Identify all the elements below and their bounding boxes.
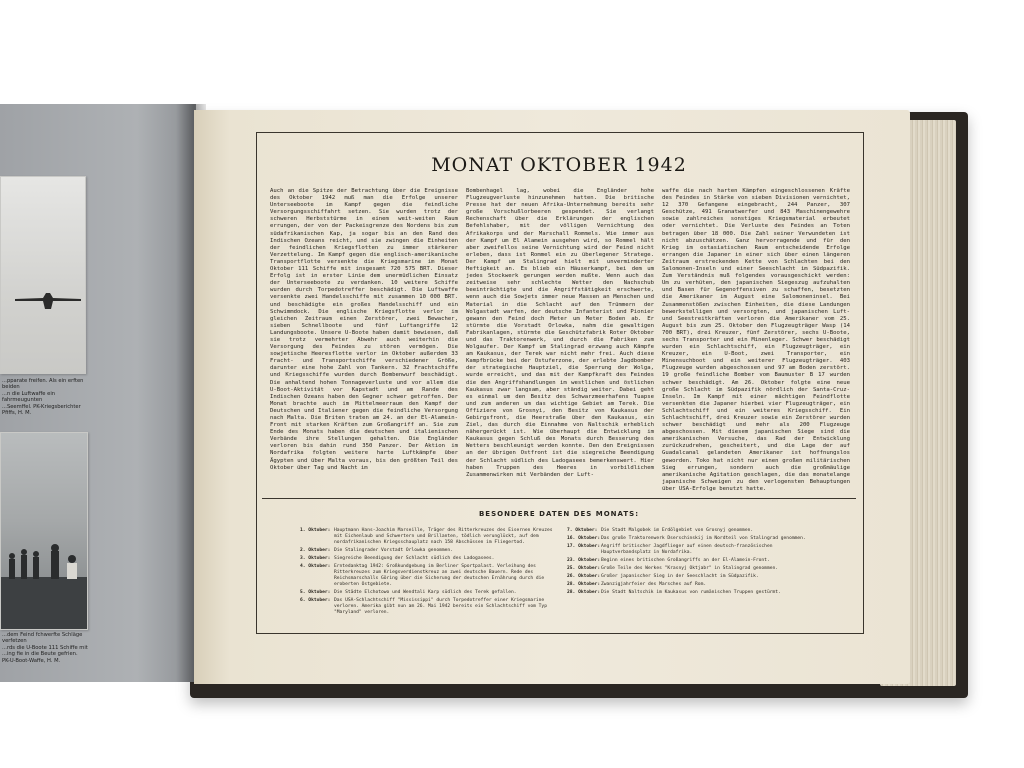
date-entry xyxy=(567,528,820,534)
date-text: Angriff britischer Jagdflieger auf einen deutsch-französischen Hauptverbandsplatz in Nordafrika. xyxy=(601,544,773,555)
aircraft-icon xyxy=(13,289,83,311)
aircraft-photo xyxy=(0,176,86,374)
date-text: Erntedanktag 1942: Großkundgebung im Berliner Sportpalast. Verleihung des Ritterkreuzes zum Kriegsverdienstkreuz an zwei deutsche Bauern. Rede des Reichsmarschalls Göring über die Sicherung der deutschen Ernährung durch die eroberten Ostgebiete. xyxy=(334,564,545,587)
date-entry xyxy=(567,536,820,542)
submarine-crew-photo xyxy=(0,432,88,630)
date-label: 28. Oktober: xyxy=(567,582,601,587)
photo-caption-bottom: ...dem Feind fchwerfte Schläge verfetzen ...rds die U-Boote 111 Schiffe mit ...ing fie in die Beute gefrien. PK-U-Boot-Waffe, H. M. xyxy=(2,632,88,664)
section-divider xyxy=(262,498,856,499)
date-entry xyxy=(300,564,553,588)
photo-caption-top: ...pparate freifen. Als ein erften beiden ...n die Luftwaffe ein fahrmeugunten ...Seemffel. PK-Kriegsberichter Pfiffs, H. M. xyxy=(2,378,84,417)
date-entry xyxy=(567,582,820,588)
date-text: Hauptmann Hans-Joachim Marseille, Träger des Ritterkreuzes des Eisernen Kreuzes mit Eichenlaub und Schwertern und Brillanten, tödlich verunglückt, auf dem nordafrikanischen Kriegsschauplatz nach 158 Abschüssen im Fliegertod. xyxy=(334,528,553,545)
date-text: Die Stalingrader Vorstadt Orlowka genommen. xyxy=(334,548,453,553)
date-entry xyxy=(300,598,553,616)
article-columns xyxy=(270,188,850,492)
date-label: 5. Oktober: xyxy=(300,590,331,595)
dates-column-right xyxy=(567,528,820,624)
date-label: 2. Oktober: xyxy=(300,548,331,553)
article-column-2: Bombenhagel lag, wobei die Engländer hohe Flugzeugverluste hinzunehmen hatten. Die britische Presse hat der neuen Afrika-Unternehmung bereits sehr große Vorschußlorbeeren gespendet. Sie verlangt Rechenschaft über die Erklärungen der englischen Befehlshaber, mit der völligen Vernichtung des Afrikakorps und der Marschall Rommels. Wie immer aus der Kampf um El Alamein ausgehen wird, so Rommel hält aber zweifellos seine Vernichtung wird der Feind nicht erleben, dass ist Rommel ein zu überlegener Stratege. Der Kampf um Stalingrad hielt mit unverminderter Heftigkeit an. Es blieb ein Häuserkampf, bei dem um jedes Stockwerk gerungen werden mußte. Wenn auch das zeitweise sehr schlechte Wetter den Nachschub beeinträchtigte und die Angriffstätigkeit erschwerte, wenn auch die Sowjets immer neue Massen an Menschen und Material in die Schlacht auf den Trümmern der Wolgastadt warfen, der deutsche Infanterist und Pionier gewann den Feind doch Meter um Meter Boden ab. Er stürmte die Vorstadt Orlowka, nahm die gewaltigen Fabrikanlagen, stürmte die Geschützfabrik Roter Oktober und das Traktorenwerk, und durch die Fabriken zum Wolgaufer. Der Kampf um Stalingrad erzwang auch Kämpfe am Kaukasus, der Terek war nicht mehr frei. Auch diese Kampfbrücke bei der Ostuferzone, der erlebte Jagdbomber der strategische Hauptziel, die Sperrung der Wolga, wurde erreicht, und das mit der Kampfkraft des Feindes die den Angriffshandlungen im westlichen und östlichen Kaukasus zwar langsam, aber ständig weiter. Dabei geht es einmal um den Besitz des Schwarzmeerhafens Tuapse und zum anderen um das wichtige Gebiet am Terek. Die Offiziere von Grosnyi, den Besitz von Kaukasus der Gebirgsfront, die Heerstraße über den Kaukasus, ein Ziel, das durch die Einnahme von Naltschik erheblich nähergerückt ist. Wie überhaupt die Entwicklung im Kaukasus gegen Schluß des Monats durch Besserung des Wetters beschleunigt werden konnte. Den den Ereignissen an der übrigen Ostfront ist die siegreiche Beendigung der Schlacht südlich des Ladogasees bemerkenswert. Hier haben Truppen des Heeres in vorbildlichem Zusammenwirken mit Verbänden der Luft- xyxy=(466,188,654,478)
submarine-deck-icon xyxy=(1,529,87,629)
date-label: 26. Oktober: xyxy=(567,574,601,579)
date-label: 16. Oktober: xyxy=(567,536,601,541)
date-entry xyxy=(300,548,553,554)
date-label: 28. Oktober: xyxy=(567,590,601,595)
date-text: Zwanzigjahrfeier des Marsches auf Rom. xyxy=(601,582,707,587)
article-column-1: Auch an die Spitze der Betrachtung über die Ereignisse des Oktober 1942 muß man die Erfolge unserer Unterseeboote im Kampf gegen die feindliche Versorgungsschiffahrt setzen. Sie wurden trotz der schweren Herbststürme in einem weit-weiten Raum errungen, der von der Packeisgrenze des Nordens bis zum südafrikanischen Kap, ja sogar bis an den Rand des Indischen Ozeans reicht, und sie zwingen die Einheiten der feindlichen Kriegsflotten zu immer stärkerer Verzettelung. Im Kampf gegen die englisch-amerikanische Transportflotte versenkte die Kriegsmarine im Monat Oktober 111 Schiffe mit insgesamt 720 575 BRT. Dieser Erfolg ist in erster Linie dem unermüdlichen Einsatz der Unterseeboote zu verdanken. 10 weitere Schiffe wurden durch Torpedotreffer beschädigt. Die Luftwaffe versenkte zwei Handelsschiffe mit zusammen 10 000 BRT. und beschädigte ein großes Handelsschiff und ein Schwimmdock. Die englische Kriegsflotte verlor im gleichen Zeitraum einen Zerstörer, zwei Bewacher, sieben Schnellboote und fünf Luftangriffe 12 Landungsboote. Unsere U-Boote haben damit bewiesen, daß sie trotz vermehrter Abwehr auch weiterhin die Versorgung des Feindes zu stören vermögen. Die sowjetische Heeresflotte verlor im Oktober außerdem 33 Fracht- und Transportschiffe verschiedener Größe, darunter eine hohe Zahl von Tankern. 32 Frachtschiffe und Kriegsschiffe wurden durch Bombenwurf beschädigt. Die anhaltend hohen Tonnageverluste und vor allem die U-Boot-Aktivität vor Kapstadt und am Rande des Indischen Ozeans haben den Gegner schwer getroffen. Der Monat brachte auch im Mittelmeerraum den Kampf der Deutschen und Italiener gegen die feindliche Versorgung nach Malta. Die Briten traten am 24. an der El-Alamein-Front mit starken Kräften zum Großangriff an. Sie zum Ende des Monats haben die deutschen und italienischen Verbände ihre Stellungen gehalten. Die Engländer verloren bis dahin rund 350 Panzer. Der Aktion im Nordafrika folgten weitere harte Luftkämpfe über Ägypten und über Malta voraus, bis den größten Teil des Oktober über Tag und Nacht im xyxy=(270,188,458,471)
date-entry xyxy=(567,574,820,580)
special-dates xyxy=(300,528,820,624)
date-text: Großer japanischer Sieg in der Seeschlacht im Südpazifik. xyxy=(601,574,759,579)
date-entry xyxy=(567,544,820,556)
date-entry xyxy=(567,558,820,564)
date-label: 3. Oktober: xyxy=(300,556,331,561)
date-label: 23. Oktober: xyxy=(567,558,601,563)
date-label: 25. Oktober: xyxy=(567,566,601,571)
date-text: Die Stadt Malgobek im Erdölgebiet von Grosnyj genommen. xyxy=(601,528,754,533)
date-entry xyxy=(300,590,553,596)
date-text: Das USA-Schlachtschiff "Mississippi" durch Torpedotreffer einer Kriegsmarine verloren. Amerika gibt nun am 26. Mai 1942 bereits ein Schlachtschiff vom Typ "Maryland" verloren. xyxy=(334,598,547,615)
date-label: 17. Oktober: xyxy=(567,544,601,549)
special-dates-heading: BESONDERE DATEN DES MONATS: xyxy=(478,510,640,518)
date-label: 4. Oktober: xyxy=(300,564,331,569)
date-entry xyxy=(300,556,553,562)
date-text: Beginn eines britischen Großangriffs an der El-Alamein-Front. xyxy=(601,558,770,563)
date-text: Die Städte Elchotowo und Wendtali Karp südlich des Terek gefallen. xyxy=(334,590,517,595)
date-text: Die Stadt Naltschik im Kaukasus von rumänischen Truppen gestürmt. xyxy=(601,590,781,595)
date-text: Das große Traktorenwerk Dserschinskij im Nordteil von Stalingrad genommen. xyxy=(601,536,806,541)
date-label: 6. Oktober: xyxy=(300,598,331,603)
article-column-3: waffe die nach harten Kämpfen eingeschlossenen Kräfte des Feindes in Stärke von sieben Divisionen vernichtet, 12 370 Gefangene eingebracht, 244 Panzer, 307 Geschütze, 491 Granatwerfer und 843 Maschinengewehre sowie zahlreiches sonstiges Kriegsmaterial erbeutet oder vernichtet. Die Verluste des Feindes an Toten betragen über 18 000. Die Zahl seiner Verwundeten ist nicht abzuschätzen. Ganz hervorragende und für den Krieg im ostasiatischen Raum entscheidende Erfolge errangen die Japaner in einer sich über einen längeren Zeitraum erstreckenden Kette von Schlachten bei den Salomonen-Inseln und einer Seeschlacht im Südpazifik. Zum Verständnis muß folgendes vorausgeschickt werden: Um zu verhüten, den japanischen Siegeszug aufzuhalten und Basen für Gegenoffensiven zu schaffen, besetzten die Amerikaner im August eine Salomoneninsel. Bei Zusammenstößen zwischen Einheiten, die diese Landungen bewerkstelligen und versorgten, und japanischen Luft- und Seestreitkräften verloren die Amerikaner vom 25. August bis zum 25. Oktober den Flugzeugträger Wasp (14 700 BRT), drei Kreuzer, fünf Zerstörer, sechs U-Boote, sechs Transporter und ein Minenleger. Schwer beschädigt wurden ein Schlachtschiff, ein Flugzeugträger, ein Kreuzer, ein U-Boot, zwei Transporter, ein Minensuchboot und ein weiterer Flugzeugträger. 403 Flugzeuge wurden abgeschossen und 97 am Boden zerstört. 19 große feindliche Bomber vom Baumuster B 17 wurden schwer beschädigt. Am 26. Oktober folgte eine neue große Schlacht im Südpazifik nördlich der Santa-Cruz-Inseln. Im Kampf mit einer mächtigen Feindflotte versenkten die Japaner hierbei vier Flugzeugträger, ein Schlachtschiff und ein weiteres Kriegsschiff. Ein Schlachtschiff, drei Kreuzer sowie ein Zerstörer wurden schwer beschädigt und mehr als 200 Flugzeuge abgeschossen. Mit diesem japanischen Siege sind die amerikanischen Versuche, das Rad der Entwicklung zurückzudrehen, gescheitert, und die Lage der auf Guadalcanal gelandeten Amerikaner ist hoffnungslos geworden. Toko hat nicht nur einen großen militärischen Sieg errungen, sondern auch die großmäulige amerikanische Agitation geschlagen, die das monatelange japanische Schweigen zu den verlogensten Behauptungen über USA-Erfolge benutzt hatte. xyxy=(662,188,850,492)
date-entry xyxy=(567,590,820,596)
date-label: 7. Oktober: xyxy=(567,528,598,533)
date-label: 1. Oktober: xyxy=(300,528,331,533)
date-entry xyxy=(300,528,553,546)
dates-column-left xyxy=(300,528,553,624)
date-text: Große Teile des Werkes "Krasnyj Oktjabr" in Stalingrad genommen. xyxy=(601,566,779,571)
date-entry xyxy=(567,566,820,572)
date-text: Siegreiche Beendigung der Schlacht südlich des Ladogasees. xyxy=(334,556,495,561)
page-title: MONAT OKTOBER 1942 xyxy=(431,154,687,176)
